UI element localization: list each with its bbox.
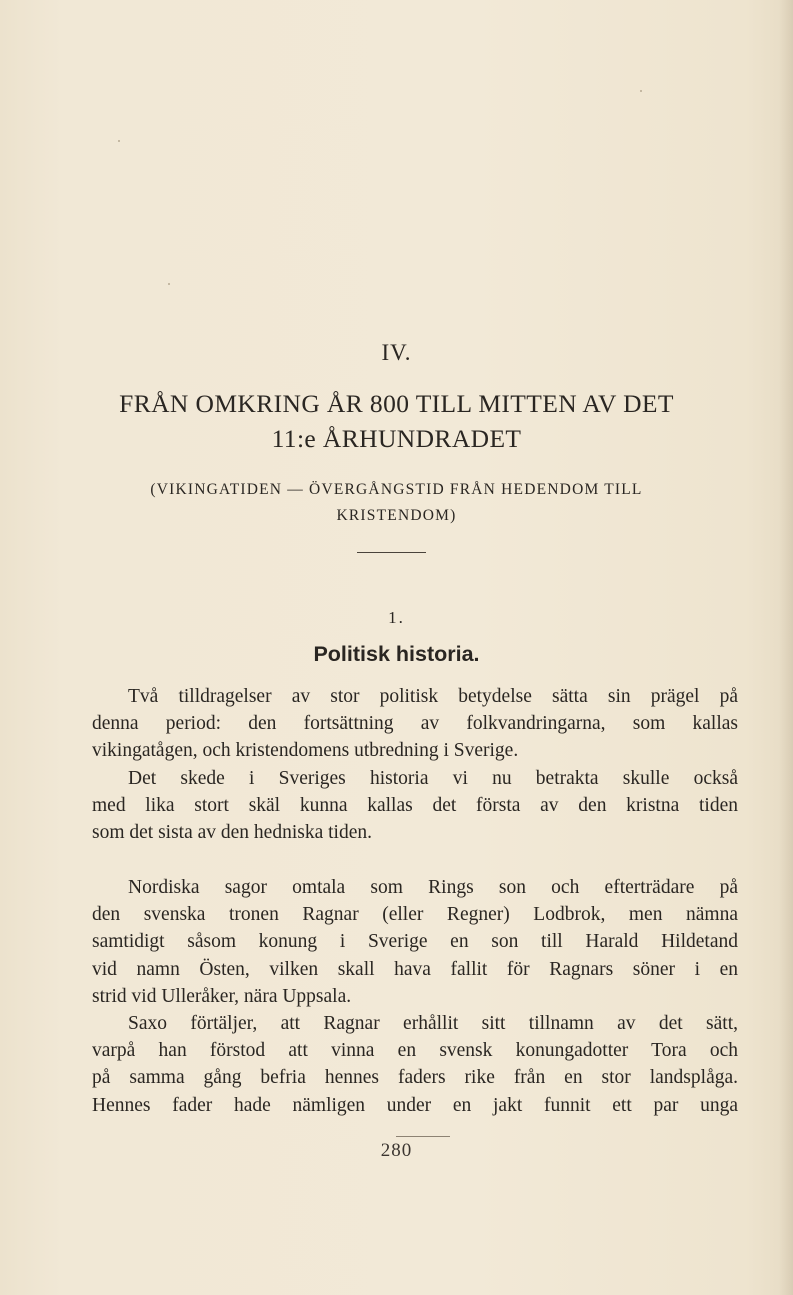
paper-speck: [118, 140, 120, 142]
chapter-subtitle-line-2: KRISTENDOM): [336, 507, 457, 524]
text-line: på samma gång befria hennes faders rike från en stor landsplåga.: [92, 1067, 738, 1089]
chapter-title-line-2: 11:e ÅRHUNDRADET: [271, 424, 522, 453]
text-line: strid vid Ulleråker, nära Uppsala.: [92, 985, 352, 1007]
text-line: Saxo förtäljer, att Ragnar erhållit sitt tillnamn av det sätt,: [128, 1013, 738, 1035]
paragraph-2: [92, 874, 738, 1119]
section-number: 1.: [388, 608, 405, 627]
chapter-subtitle-line-1: (VIKINGATIDEN — ÖVERGÅNGSTID FRÅN HEDENDOM TILL: [150, 481, 643, 498]
text-line: Nordiska sagor omtala som Rings son och efterträdare på: [128, 877, 738, 898]
page-number: 280: [380, 1140, 413, 1161]
text-line: denna period: den fortsättning av folkvandringarna, som kallas: [92, 713, 738, 735]
text-line: Två tilldragelser av stor politisk betydelse sätta sin prägel på: [128, 686, 738, 707]
paper-speck: [640, 90, 642, 92]
chapter-number: IV.: [381, 340, 412, 365]
text-line: den svenska tronen Ragnar (eller Regner) Lodbrok, men nämna: [92, 904, 738, 926]
footer-rule: [396, 1136, 450, 1137]
text-line: samtidigt såsom konung i Sverige en son till Harald Hildetand: [92, 931, 738, 953]
paper-speck: [168, 283, 170, 285]
text-line: Hennes fader hade nämligen under en jakt funnit ett par unga: [92, 1094, 738, 1116]
text-line: med lika stort skäl kunna kallas det första av den kristna tiden: [92, 794, 738, 816]
divider-rule: [357, 552, 426, 553]
section-title: Politisk historia.: [313, 642, 480, 666]
text-line: vid namn Östen, vilken skall hava fallit för Ragnars söner i en: [92, 958, 738, 980]
text-line: varpå han förstod att vinna en svensk konungadotter Tora och: [92, 1040, 738, 1062]
chapter-title-line-1: FRÅN OMKRING ÅR 800 TILL MITTEN AV DET: [119, 389, 674, 418]
text-line: Det skede i Sveriges historia vi nu betrakta skulle också: [128, 767, 738, 789]
text-line: vikingatågen, och kristendomens utbredning i Sverige.: [92, 740, 519, 762]
paragraph-1: [92, 683, 738, 846]
text-line: som det sista av den hedniska tiden.: [92, 822, 372, 844]
